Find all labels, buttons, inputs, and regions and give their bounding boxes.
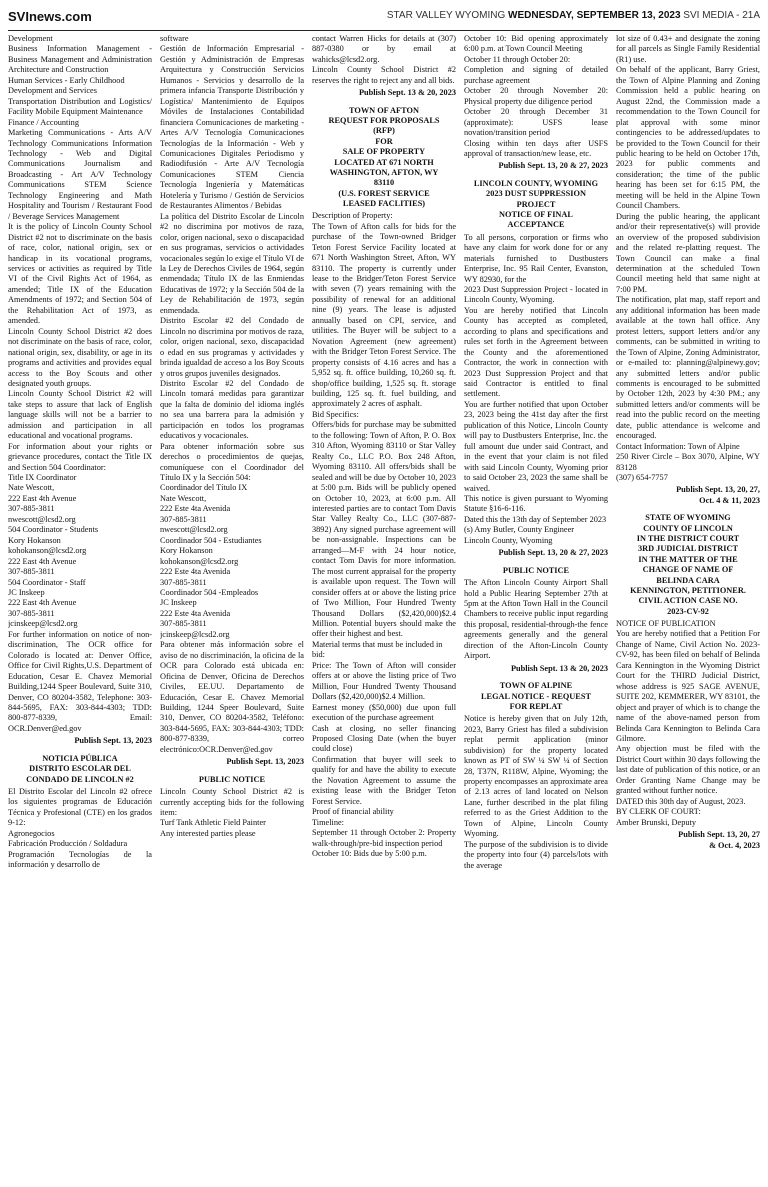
publish-line: Publish Sept. 13, 2023: [74, 736, 152, 746]
text-paragraph: El Distrito Escolar del Lincoln #2 ofrece los siguientes programas de Educación Técnica y Profesional (CTE) en los grados 9-12:: [8, 786, 152, 828]
text-paragraph: Price: The Town of Afton will consider offers at or above the listing price of Two Million, Four Hundred Twenty Thousand Dollars ($2,420,000)$2.4 Million.: [312, 660, 456, 702]
text-line: Amber Brunski, Deputy: [616, 817, 696, 827]
text-paragraph: lot size of 0.43+ and designate the zoning for all parcels as Single Family Residential (R1) use.: [616, 34, 760, 64]
text-line: Proof of financial ability: [312, 807, 394, 817]
notice-heading: TOWN OF ALPINE LEGAL NOTICE - REQUEST FOR REPLAT: [481, 681, 591, 711]
text-paragraph: Distrito Escolar #2 del Condado de Lincoln tomará medidas para garantizar que la falta de dominio del idioma inglés no sea una barrera para la admisión y participación en todos los programas educativos y vocacionales.: [160, 378, 304, 441]
text-line: jcinskeep@lcsd2.org: [160, 629, 230, 639]
text-paragraph: Earnest money ($50,000) due upon full execution of the purchase agreement: [312, 702, 456, 723]
text-paragraph: The Afton Lincoln County Airport Shall hold a Public Hearing September 27th at 5pm at the Afton Town Hall in the Council Chambers to receive public input regarding this proposal, residential-through-the fence agreements generally and the general direction of the Afton-Lincoln County Airport.: [464, 578, 608, 661]
page-header: [8, 0, 760, 31]
issue-paper: STAR VALLEY WYOMING: [386, 10, 509, 21]
text-line: 222 East 4th Avenue: [8, 493, 77, 503]
text-paragraph: Completion and signing of detailed purchase agreement: [464, 65, 608, 85]
column-2: [160, 34, 304, 1184]
text-line: 504 Coordinator - Staff: [8, 577, 86, 587]
text-paragraph: 2023 Dust Suppression Project - located in Lincoln County, Wyoming.: [464, 284, 608, 305]
text-line: Material terms that must be included in bid:: [312, 639, 443, 660]
text-paragraph: October 10: Bid opening approximately 6:00 p.m. at Town Council Meeting: [464, 34, 608, 54]
text-paragraph: To all persons, corporation or firms who have any claim for work done for or any materials furnished to Dustbusters Enterprise, Inc. 95 Rail Center, Evanston, WY 82930, for the: [464, 232, 608, 284]
column-1: [8, 34, 152, 1184]
publish-line: Publish Sept. 13 & 20, 2023: [510, 663, 608, 673]
text-line: 307-885-3811: [8, 608, 55, 618]
text-line: 307-885-3811: [8, 504, 55, 514]
text-line: BY CLERK OF COURT:: [616, 807, 701, 817]
text-paragraph: Marketing Communications - Arts A/V Technology Communications Information Technology - Web and Digital Communications Journalism and Broadcasting - Art A/V Technology Communications STEM Science Technology Engineering and Math Hospitality and Tourism / Restaurant Food / Beverage Services Management: [8, 128, 152, 221]
text-paragraph: Lincoln County School District #2 will take steps to assure that lack of English language skills will not be a barrier to admission and participation in all educational and vocational programs.: [8, 389, 152, 441]
column-3: [312, 34, 456, 1184]
notice-heading: NOTICIA PÚBLICA DISTRITO ESCOLAR DEL CONDADO DE LINCOLN #2: [26, 753, 134, 784]
text-paragraph: During the public hearing, the applicant and/or their representative(s) will provide an overview of the proposed subdivision and the related re-platting request. The Town Council can make a final determination at the scheduled Town Council meeting held that same night at 7:00 PM.: [616, 211, 760, 294]
publish-line: Publish Sept. 13 & 20, 2023: [358, 88, 456, 98]
text-line: Timeline:: [312, 817, 344, 827]
text-line: Development: [8, 34, 53, 43]
text-paragraph: This notice is given pursuant to Wyoming Statute §16-6-116.: [464, 494, 608, 514]
text-line: October 11 through October 20:: [464, 54, 571, 64]
publish-line: Publish Sept. 13, 2023: [226, 757, 304, 767]
text-paragraph: You are hereby notified that a Petition For Change of Name, Civil Action No. 2023-CV-92, has been filed on behalf of Belinda Cara Kennington in the Wyoming District Court for the THIRD Judicial District, whose address is 925 SAGE AVENUE, SUITE 202, KEMMERER, WY 83101, the object and prayer of which is to change the name of the above-named person from Belinda Cara Kennington to Belinda Cara Gilmore.: [616, 629, 760, 743]
notice-heading: LINCOLN COUNTY, WYOMING 2023 DUST SUPPRESSION PROJECT NOTICE OF FINAL ACCEPTANCE: [473, 178, 599, 230]
text-line: Bid Specifics:: [312, 409, 359, 419]
text-line: Kory Hokanson: [8, 535, 61, 545]
text-line: 307-885-3811: [160, 619, 207, 629]
text-line: Kory Hokanson: [160, 546, 213, 556]
text-line: Agronegocios: [8, 828, 55, 838]
text-line: Coordinador 504 - Estudiantes: [160, 535, 262, 545]
text-line: October 10: Bids due by 5:00 p.m.: [312, 848, 427, 858]
publish-line: Publish Sept. 13, 20 & 27, 2023: [498, 161, 608, 171]
text-paragraph: Contact Information: Town of Alpine: [616, 441, 740, 451]
column-4: [464, 34, 608, 1184]
text-line: Coordinador del Título IX: [160, 483, 248, 493]
text-paragraph: Offers/bids for purchase may be submitted to the following: Town of Afton, P. O. Box 310 Afton, Wyoming 83110 or Star Valley Realty Co., LLC P.O. Box 248 Afton, Wyoming 83110. All offers/bids shall be sealed and will be due by October 10, 2023 at 5:00 p.m. Bids will be publicly opened on October 10, 2023, at 6:00 p.m. All interested parties are to contact Tom Davis Star Valley Realty Co., LLC (307-887-3892) Any signed purchase agreement will be non-assignable. Inspections can be arranged—M-F with 24 hour notice, contact Tom Davis for more information. The most current appraisal for the property is available upon request. The Town will consider offers at or above the listing price of Two Million, Four Hundred Twenty Thousand Dollars ($2,420,000)$2.4 Million. Potential buyers should make the offer their highest and best.: [312, 420, 456, 639]
text-paragraph: You are further notified that upon October 23, 2023 being the 41st day after the first publication of this Notice, Lincoln County will pay to Dustbusters Enterprise, Inc. the full amount due under said Contract, and in the event that your claim is not filed with said Lincoln County, Wyoming prior to said October 23, 2023 the same shall be waived.: [464, 399, 608, 493]
text-paragraph: Closing within ten days after USFS approval of transaction/new lease, etc.: [464, 138, 608, 158]
text-paragraph: Fabricación Producción / Soldadura: [8, 839, 128, 849]
text-line: kohokanson@lcsd2.org: [160, 556, 239, 566]
text-line: Description of Property:: [312, 211, 393, 221]
text-line: NOTICE OF PUBLICATION: [616, 618, 716, 628]
text-line: software: [160, 34, 189, 43]
text-paragraph: On behalf of the applicant, Barry Griest, the Town of Alpine Planning and Zoning Commission held a public hearing on August 22nd, the Commission made a recommendation to the Town Council for plat approval with some minor contingencies to be addressed/updates to be provided to the Town Council for their public hearing to be held on October 17th, 2023 for public comments and consideration; the time of the public hearing has been set for 6:15 PM, the meeting will be held in the Alpine Town Council Chambers.: [616, 65, 760, 211]
text-line: kohokanson@lcsd2.org: [8, 546, 87, 556]
text-line: 222 Este 4ta Avenida: [160, 504, 231, 514]
issue-page: SVI MEDIA - 21A: [680, 10, 760, 21]
text-paragraph: Dated this the 13th day of September 2023: [464, 514, 607, 524]
notice-columns: [0, 31, 768, 1184]
notice-heading: PUBLIC NOTICE: [502, 565, 570, 575]
text-paragraph: You are hereby notified that Lincoln County has accepted as completed, according to plans and specifications and rules set forth in the Agreement between the County and the aforementioned Contractor, the work in connection with 2023 Dust Suppression Project and that said Contractor is entitled to final settlement.: [464, 305, 608, 399]
issue-date: WEDNESDAY, SEPTEMBER 13, 2023: [508, 10, 681, 21]
text-line: (s) Amy Butler, County Engineer: [464, 525, 575, 535]
notice-heading: STATE OF WYOMING COUNTY OF LINCOLN IN THE DISTRICT COURT 3RD JUDICIAL DISTRICT IN THE MATTER OF THE CHANGE OF NAME OF BELINDA CARA KENNINGTON, PETITIONER. CIVIL ACTION CASE NO. 2023-CV-92: [630, 513, 746, 616]
text-paragraph: September 11 through October 2: Property walk-through/pre-bid inspection period: [312, 828, 456, 848]
text-paragraph: For further information on notice of non-discrimination, The OCR office for Colorado is located at: Denver Office, Office for Civil Rights,U.S. Department of Education, Cesar E. Chavez Memorial Building,1244 Speer Boulevard, Suite 310, Denver, CO 80204-3582, Telephone: 303-844-5695, FAX: 303-844-4303; TDD: 800-877-8339, Email: OCR.Denver@ed.gov: [8, 629, 152, 733]
text-paragraph: Business Information Management - Business Management and Administration Architecture and Construction: [8, 44, 152, 75]
text-line: Lincoln County, Wyoming: [464, 535, 553, 545]
text-paragraph: Para obtener más información sobre el aviso de no discriminación, la oficina de la OCR para Colorado está ubicada en: Oficina de Denver, Oficina de Derechos Civiles, EE.UU. Departamento de Educación, Cesar E. Chavez Memorial Building, 1244 Speer Boulevard, Suite 310, Denver, CO 80204-3582, Teléfono: 303-844-5695, FAX: 303-844-4303; TDD: 800-877-8339, correo electrónico:OCR.Denver@ed.gov: [160, 640, 304, 754]
text-paragraph: The notification, plat map, staff report and any additional information has been made available at the town hall office. Any protest letters, support letters and/or any comments, can be submitted in writing to the Town of Alpine, Zoning Administrator, or e-mailed to: planning@alpinewy.gov; any submitted letters and/or public comments is encouraged to be submitted by October 12th, 2023 by 4:30 PM.; any submitted letters and/or comments will be read into the public record on the meeting date, public attendance is welcome and encouraged.: [616, 295, 760, 441]
text-paragraph: Lincoln County School District #2 is currently accepting bids for the following item:: [160, 787, 304, 817]
text-line: Nate Wescott,: [160, 493, 207, 503]
text-paragraph: October 20 through December 31 (approximate): USFS lease novation/transition period: [464, 107, 608, 138]
text-line: Coordinador 504 -Empleados: [160, 588, 259, 598]
text-paragraph: Programación Tecnologías de la información y desarrollo de: [8, 849, 152, 870]
text-paragraph: Gestión de Información Empresarial - Gestión y Administración de Empresas Arquitectura y Construcción Servicios Humanos - Servicios y desarrollo de la primera infancia Transporte Distribución y Logística/ Mantenimiento de Equipos Móviles de Instalaciones Contabilidad financiera Comunicaciones de marketing - Artes A/V Tecnología Comunicaciones Tecnologías de la Información - Web y Comunicaciones Digitales Periodismo y Radiodifusión - Arte A/V Tecnología Comunicaciones STEM Ciencia Tecnología Ingeniería y Matemáticas Hotelería y Turismo / Gestión de Servicios de Restaurantes Alimentos / Bebidas: [160, 44, 304, 211]
text-line: Finance / Accounting: [8, 117, 79, 127]
text-line: 307-885-3811: [160, 577, 207, 587]
text-line: JC Inskeep: [8, 588, 45, 598]
text-paragraph: contact Warren Hicks for details at (307) 887-0380 or by email at wahicks@lcsd2.org.: [312, 34, 456, 64]
text-line: Title IX Coordinator: [8, 473, 77, 483]
text-paragraph: Cash at closing, no seller financing Proposed Closing Date (when the buyer could close): [312, 723, 456, 754]
text-paragraph: The Town of Afton calls for bids for the purchase of the Town-owned Bridger Teton Forest Service Facility located at 671 North Washington Street, Afton, WY 83110. The property is currently under lease to the Bridger/Teton Forest Service with seven (7) years remaining with the possibility of renewal for an additional nine (9) years. The lease is adjusted annually based on CPI, service, and utilities. The Buyer will be subject to a Novation Agreement (new agreement) with the Bridger Teton Forest Service. The property consists of 4.16 acres and has a 5,952 sq. ft. office building, 10,260 sq. ft. shop/office building, 1,525 sq. ft. storage building, 125 sq. ft. fuel building, and approximately 2 acres of asphalt.: [312, 221, 456, 409]
publish-line: Publish Sept. 13, 20, 27 & Oct. 4, 2023: [678, 830, 760, 850]
text-line: Nate Wescott,: [8, 483, 55, 493]
text-paragraph: Confirmation that buyer will seek to qualify for and have the ability to execute the Novation Agreement to assume the existing lease with the Bridger Teton Forest Service.: [312, 754, 456, 806]
text-paragraph: Any objection must be filed with the District Court within 30 days following the last date of publication of this notice, or an Order Granting Name Change may be granted without further notice.: [616, 744, 760, 796]
text-paragraph: For information about your rights or grievance procedures, contact the Title IX and Section 504 Coordinator:: [8, 441, 152, 472]
text-paragraph: Para obtener información sobre sus derechos o procedimientos de quejas, comuníquese con el Coordinador del Título IX y la Sección 504:: [160, 441, 304, 483]
text-line: Human Services - Early Childhood Development and Services: [8, 75, 125, 96]
text-paragraph: DATED this 30th day of August, 2023.: [616, 796, 746, 806]
text-paragraph: Lincoln County School District #2 does not discriminate on the basis of race, color, national origin, sex, disability, or age in its programs and activities and provides equal access to the Boy Scouts and other designated youth groups.: [8, 326, 152, 388]
text-paragraph: La política del Distrito Escolar de Lincoln #2 no discrimina por motivos de raza, color, origen nacional, sexo o discapacidad en sus programas, servicios o actividades vocacionales según lo exige el Título VI de la Ley de Derechos Civiles de 1964, según enmendada; Título IX de las Enmiendas Educativas de 1972; y la Sección 504 de la Ley de Rehabilitación de 1973, según enmendada.: [160, 211, 304, 315]
text-line: Turf Tank Athletic Field Painter: [160, 818, 266, 828]
text-line: nwescott@lcsd2.org: [160, 525, 228, 535]
text-paragraph: Transportation Distribution and Logistics/ Facility Mobile Equipment Maintenance: [8, 96, 152, 117]
text-line: 222 East 4th Avenue: [8, 556, 77, 566]
text-line: 307-885-3811: [160, 514, 207, 524]
text-line: JC Inskeep: [160, 598, 197, 608]
text-line: 222 East 4th Avenue: [8, 598, 77, 608]
text-line: 307-885-3811: [8, 567, 55, 577]
text-paragraph: It is the policy of Lincoln County School District #2 not to discriminate on the basis of race, color, national origin, sex or handicap in its vocational programs, services or activities as required by Title VI of the Civil Rights Act of 1964, as amended; Title IX of the Education Amendments of 1972; and Section 504 of the Rehabilitation Act of 1973, as amended.: [8, 222, 152, 326]
text-line: 504 Coordinator - Students: [8, 525, 99, 535]
site-name: SVInews.com: [8, 9, 92, 24]
column-5: [616, 34, 760, 1184]
text-paragraph: 250 River Circle – Box 3070, Alpine, WY 83128: [616, 452, 760, 472]
text-paragraph: Notice is hereby given that on July 12th, 2023, Barry Griest has filed a subdivision replat permit application (minor subdivision) for the property located known as PT of SW ¼ SW ¼ of Section 28, T37N, R118W, Alpine, Wyoming; the property encompasses an approximate area of 2.13 acres of land located on Nelson Lane, further described in the plat filing referred to as the Griest Addition to the Town of Alpine, Lincoln County Wyoming.: [464, 714, 608, 839]
text-line: jcinskeep@lcsd2.org: [8, 619, 78, 629]
text-paragraph: Any interested parties please: [160, 828, 256, 838]
publish-line: Publish Sept. 13, 20 & 27, 2023: [498, 548, 608, 558]
publish-line: Publish Sept. 13, 20, 27, Oct. 4 & 11, 2023: [676, 485, 760, 505]
text-line: 222 Este 4ta Avenida: [160, 608, 231, 618]
text-line: nwescott@lcsd2.org: [8, 514, 76, 524]
text-paragraph: The purpose of the subdivision is to divide the property into four (4) parcels/lots with the average: [464, 839, 608, 870]
text-line: 222 Este 4ta Avenida: [160, 567, 231, 577]
text-paragraph: Distrito Escolar #2 del Condado de Lincoln no discrimina por motivos de raza, color, origen nacional, sexo, discapacidad o edad en sus programas y actividades y brinda igualdad de acceso a los Boy Scouts y otros grupos juveniles designados.: [160, 316, 304, 378]
text-paragraph: October 20 through November 20: Physical property due diligence period: [464, 86, 608, 106]
text-paragraph: Lincoln County School District #2 reserves the right to reject any and all bids.: [312, 65, 456, 85]
text-line: (307) 654-7757: [616, 473, 668, 483]
notice-heading: TOWN OF AFTON REQUEST FOR PROPOSALS (RFP) FOR SALE OF PROPERTY LOCATED AT 671 NORTH WASHINGTON, AFTON, WY 83110 (U.S. FOREST SERVICE LEASED FACLITIES): [328, 105, 440, 208]
issue-info: [387, 10, 760, 21]
notice-heading: PUBLIC NOTICE: [198, 774, 266, 784]
